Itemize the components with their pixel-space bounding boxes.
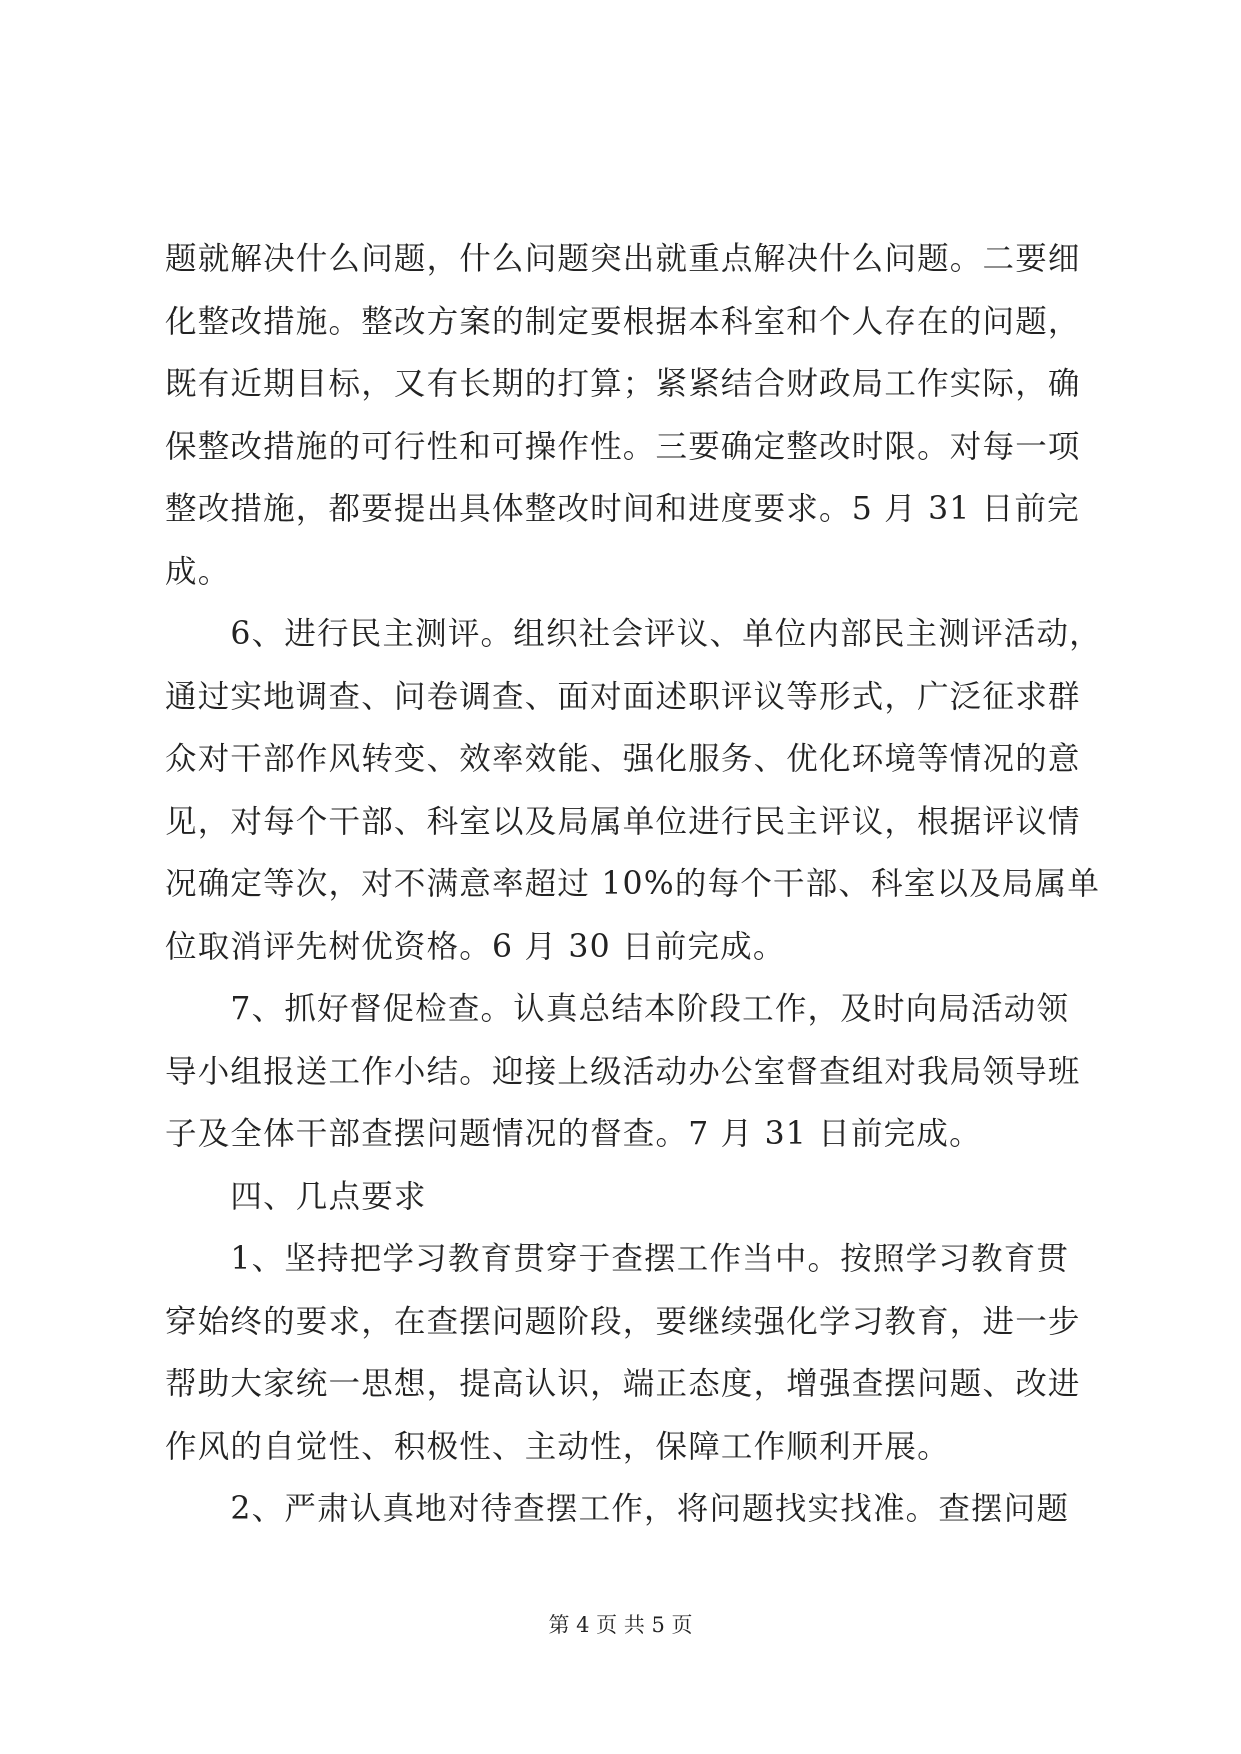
- text-line: 1、坚持把学习教育贯穿于查摆工作当中。按照学习教育贯: [165, 1241, 1070, 1277]
- text-line: 导小组报送工作小结。迎接上级活动办公室督查组对我局领导班: [165, 1053, 1081, 1090]
- text-line: 通过实地调查、问卷调查、面对面述职评议等形式，广泛征求群: [165, 678, 1081, 715]
- text-line: 穿始终的要求，在查摆问题阶段，要继续强化学习教育，进一步: [165, 1303, 1081, 1340]
- text-line: 帮助大家统一思想，提高认识，端正态度，增强查摆问题、改进: [165, 1366, 1081, 1402]
- text-line: 子及全体干部查摆问题情况的督查。7 月 31 日前完成。: [165, 1116, 982, 1152]
- text-line: 2、严肃认真地对待查摆工作，将问题找实找准。查摆问题: [165, 1491, 1070, 1527]
- section-heading: 四、几点要求: [165, 1178, 427, 1215]
- text-line: 位取消评先树优资格。6 月 30 日前完成。: [165, 928, 786, 965]
- page-number-footer: 第 4 页 共 5 页: [548, 1613, 693, 1637]
- text-line: 众对干部作风转变、效率效能、强化服务、优化环境等情况的意: [165, 741, 1081, 777]
- text-line: 况确定等次，对不满意率超过 10%的每个干部、科室以及局属单: [165, 866, 1101, 902]
- text-line: 作风的自觉性、积极性、主动性，保障工作顺利开展。: [165, 1428, 950, 1465]
- body-text: [165, 228, 1102, 1541]
- text-line: 成。: [165, 553, 231, 590]
- text-line: 保整改措施的可行性和可操作性。三要确定整改时限。对每一项: [165, 428, 1081, 465]
- text-line: 7、抓好督促检查。认真总结本阶段工作，及时向局活动领: [165, 991, 1070, 1027]
- text-line: 6、进行民主测评。组织社会评议、单位内部民主测评活动，: [165, 616, 1102, 652]
- text-line: 整改措施，都要提出具体整改时间和进度要求。5 月 31 日前完: [165, 491, 1080, 527]
- text-line: 见，对每个干部、科室以及局属单位进行民主评议，根据评议情: [165, 803, 1081, 840]
- text-line: 既有近期目标，又有长期的打算；紧紧结合财政局工作实际，确: [165, 366, 1081, 402]
- text-line: 题就解决什么问题，什么问题突出就重点解决什么问题。二要细: [165, 241, 1081, 277]
- text-line: 化整改措施。整改方案的制定要根据本科室和个人存在的问题，: [165, 303, 1081, 340]
